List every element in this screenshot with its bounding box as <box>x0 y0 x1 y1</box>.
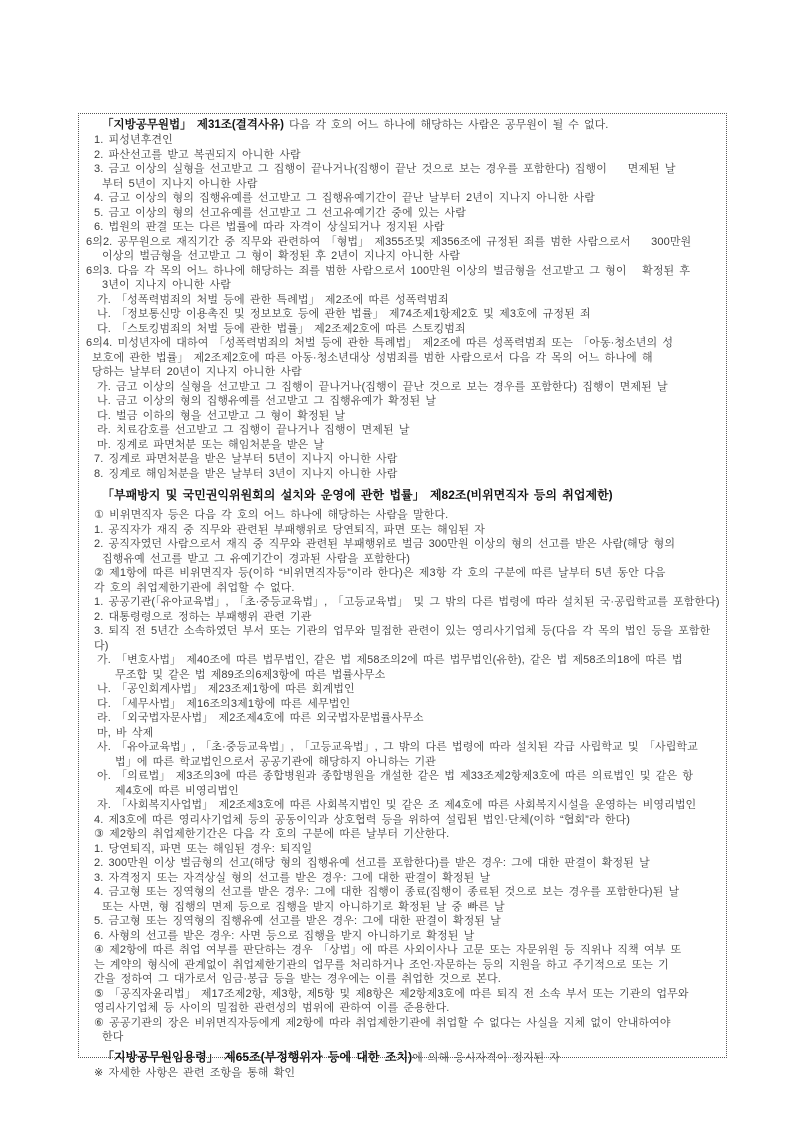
law-line: 6. 법원의 판결 또는 다른 법률에 따라 자격이 상실되거나 정지된 사람 <box>94 221 445 233</box>
law-line: 4. 제3호에 따른 영리사기업체 등의 공동이익과 상호협력 등을 위하여 설립된 법인·단체(이하 “협회”라 한다) <box>94 813 631 826</box>
law-line: ② 제1항에 따른 비위면직자 등(이하 “비위면직자등”이라 한다)은 제3항 각 호의 구분에 따른 날부터 5년 동안 다음 <box>94 567 666 579</box>
law-line: 4. 금고형 또는 징역형의 선고를 받은 경우: 그에 대한 집행이 종료(집행이 종료된 것으로 보는 경우를 포함한다)된 날 <box>94 886 680 898</box>
law-line: 마. 징계로 파면처분 또는 해임처분을 받은 날 <box>97 438 325 451</box>
section2-title-bold: 「부패방지 및 국민권익위원회의 설치와 운영에 관한 법률」 제82조(비위면직자 등의 취업제한) <box>102 488 613 502</box>
law-line: 집행유예 선고를 받고 그 유예기간이 경과된 사람을 포함한다) <box>102 552 411 565</box>
law-line: 3년이 지나지 아니한 사람 <box>102 279 231 291</box>
law-line: 다. 「스토킹범죄의 처벌 등에 관한 법률」 제2조제2호에 따른 스토킹범죄 <box>97 322 466 335</box>
law-line: 2. 파산선고를 받고 복권되지 아니한 사람 <box>94 148 301 161</box>
law-line: 다. 「세무사법」 제16조의3제1항에 따른 세무법인 <box>97 697 351 710</box>
law-line: 이상의 벌금형을 선고받고 그 형이 확정된 후 2년이 지나지 아니한 사람 <box>102 250 461 262</box>
law-line: ③ 제2항의 취업제한기간은 다음 각 호의 구분에 따른 날부터 기산한다. <box>94 828 450 840</box>
law-line: 1. 당연퇴직, 파면 또는 해임된 경우: 퇴직일 <box>94 842 313 855</box>
law-line: 한다 <box>102 1031 124 1043</box>
law-line: 3. 자격정지 또는 자격상실 형의 선고를 받은 경우: 그에 대한 판결이 확정된 날 <box>94 871 491 884</box>
law-line: 가. 금고 이상의 실형을 선고받고 그 집행이 끝나거나(집행이 끝난 것으로 보는 경우를 포함한다) 집행이 면제된 날 <box>97 380 668 393</box>
law-line: 가. 「변호사법」 제40조에 따른 법무법인, 같은 법 제58조의2에 따른 법무법인(유한), 같은 법 제58조의18에 따른 법 <box>97 654 683 666</box>
law-line: 6의4. 미성년자에 대하여 「성폭력범죄의 처벌 등에 관한 특례법」 제2조에 따른 성폭력범죄 또는 「아동·청소년의 성 <box>86 337 674 349</box>
law-line: 6의3. 다음 각 목의 어느 하나에 해당하는 죄를 범한 사람으로서 100만원 이상의 벌금형을 선고받고 그 형이 확정된 후 <box>86 264 691 277</box>
section1-title-bold: 「지방공무원법」 제31조(결격사유) <box>102 119 284 131</box>
law-line: 영리사기업체 등 사이의 밀접한 관련성의 범위에 관하여 이를 준용한다. <box>94 1002 450 1014</box>
law-line: 는 계약의 형식에 관계없이 취업제한기관의 업무를 처리하거나 조언·자문하는 등의 지원을 하고 주기적으로 또는 기 <box>94 958 669 971</box>
legal-notice-box <box>78 113 727 1079</box>
law-line: 간을 정하여 그 대가로서 임금·봉급 등을 받는 경우에는 이를 취업한 것으로 본다. <box>94 973 501 985</box>
law-line: 4. 금고 이상의 형의 집행유예를 선고받고 그 집행유예기간이 끝난 날부터 2년이 지나지 아니한 사람 <box>94 192 595 204</box>
law-line: 법」에 따른 학교법인으로서 공공기관에 해당하지 아니하는 기관 <box>115 755 436 768</box>
law-line: 부터 5년이 지나지 아니한 사람 <box>102 177 258 190</box>
law-line: ④ 제2항에 따른 취업 여부를 판단하는 경우 「상법」에 따른 사외이사나 고문 또는 자문위원 등 직위나 직책 여부 또 <box>94 944 682 956</box>
section2-title <box>81 487 724 505</box>
law-line: 가. 「성폭력범죄의 처벌 등에 관한 특례법」 제2조에 따른 성폭력범죄 <box>97 293 449 306</box>
section1-title-rest: 다음 각 호의 어느 하나에 해당하는 사람은 공무원이 될 수 없다. <box>283 119 609 131</box>
law-line: 라. 치료감호를 선고받고 그 집행이 끝나거나 집행이 면제된 날 <box>97 424 410 436</box>
section1-title <box>81 117 724 133</box>
law-line: 3. 금고 이상의 실형을 선고받고 그 집행이 끝나거나(집행이 끝난 것으로 보는 경우를 포함한다) 집행이 면제된 날 <box>94 163 676 175</box>
law-line: 5. 금고 이상의 형의 선고유예를 선고받고 그 선고유예기간 중에 있는 사람 <box>94 206 466 219</box>
law-line: 2. 300만원 이상 벌금형의 선고(해당 형의 집행유예 선고를 포함한다)를 받은 경우: 그에 대한 판결이 확정된 날 <box>94 857 650 869</box>
law-line: 라. 「외국법자문사법」 제2조제4호에 따른 외국법자문법률사무소 <box>97 712 424 724</box>
law-line: 무조합 및 같은 법 제89조의6제3항에 따른 법률사무소 <box>115 668 386 681</box>
law-line: 다. 벌금 이하의 형을 선고받고 그 형이 확정된 날 <box>97 409 346 422</box>
law-line: 2. 공직자였던 사람으로서 재직 중 직무와 관련된 부패행위로 벌금 300만원 이상의 형의 선고를 받은 사람(해당 형의 <box>94 538 676 550</box>
law-line: 사. 「유아교육법」, 「초·중등교육법」, 「고등교육법」, 그 밖의 다른 법령에 따라 설치된 각급 사립학교 및 「사립학교 <box>97 741 698 753</box>
law-line: 자. 「사회복지사업법」 제2조제3호에 따른 사회복지법인 및 같은 조 제4호에 따른 사회복지시설을 운영하는 비영리법인 <box>97 799 697 811</box>
law-line: 1. 공공기관(「유아교육법」, 「초·중등교육법」, 「고등교육법」 및 그 밖의 다른 법령에 따라 설치된 국·공립학교를 포함한다) <box>94 596 720 608</box>
section3-title <box>81 1049 724 1066</box>
law-line: 나. 「공인회계사법」 제23조제1항에 따른 회계법인 <box>97 683 355 695</box>
law-line: 5. 금고형 또는 징역형의 집행유예 선고를 받은 경우: 그에 대한 판결이 확정된 날 <box>94 915 501 927</box>
law-line: 3. 퇴직 전 5년간 소속하였던 부서 또는 기관의 업무와 밀접한 관련이 있는 영리사기업체 등(다음 각 목의 법인 등을 포함한다) <box>94 625 711 652</box>
law-line: ① 비위면직자 등은 다음 각 호의 어느 하나에 해당하는 사람을 말한다. <box>94 509 449 521</box>
law-line: 1. 피성년후견인 <box>94 134 173 146</box>
law-line: 아. 「의료법」 제3조의3에 따른 종합병원과 종합병원을 개설한 같은 법 제33조제2항제3호에 따른 의료법인 및 같은 항 <box>97 770 694 782</box>
law-line: ⑤ 「공직자윤리법」 제17조제2항, 제3항, 제5항 및 제8항은 제2항제3호에 따른 퇴직 전 소속 부서 또는 기관의 업무와 <box>94 987 689 1000</box>
law-line: 나. 「정보통신망 이용촉진 및 정보보호 등에 관한 법률」 제74조제1항제2호 및 제3호에 규정된 죄 <box>97 308 591 320</box>
law-line: 제4호에 따른 비영리법인 <box>115 784 239 797</box>
law-line: 보호에 관한 법률」 제2조제2호에 따른 아동·청소년대상 성범죄를 범한 사람으로서 다음 각 목의 어느 하나에 해 <box>92 351 653 364</box>
law-line: 6. 사형의 선고를 받은 경우: 사면 등으로 집행을 받지 아니하기로 확정된 날 <box>94 929 475 942</box>
law-footnote: ※ 자세한 사항은 관련 조항을 통해 확인 <box>94 1066 296 1079</box>
section3-title-bold: 「지방공무원임용령」 제65조(부정행위자 등에 대한 조치) <box>102 1049 413 1064</box>
law-line: 나. 금고 이상의 형의 집행유예를 선고받고 그 집행유예가 확정된 날 <box>97 395 437 407</box>
law-line: ⑥ 공공기관의 장은 비위면직자등에게 제2항에 따라 취업제한기관에 취업할 수 없다는 사실을 지체 없이 안내하여야 <box>94 1016 671 1029</box>
law-line: 마, 바 삭제 <box>97 726 154 739</box>
law-line: 6의2. 공무원으로 재직기간 중 직무와 관련하여 「형법」 제355조및 제356조에 규정된 죄를 범한 사람으로서 300만원 <box>86 235 692 248</box>
law-line: 7. 징계로 파면처분을 받은 날부터 5년이 지나지 아니한 사람 <box>94 453 398 465</box>
section3-title-rest: 에 의해 응시자격이 정지된 자 <box>412 1051 560 1064</box>
law-line: 1. 공직자가 재직 중 직무와 관련된 부패행위로 당연퇴직, 파면 또는 해임된 자 <box>94 523 486 536</box>
law-line: 당하는 날부터 20년이 지나지 아니한 사람 <box>92 366 302 378</box>
law-line: 8. 징계로 해임처분을 받은 날부터 3년이 지나지 아니한 사람 <box>94 467 398 480</box>
law-line: 2. 대통령령으로 정하는 부패행위 관련 기관 <box>94 610 312 623</box>
law-line: 또는 사면, 형 집행의 면제 등으로 집행을 받지 아니하기로 확정된 날 중 빠른 날 <box>102 900 505 913</box>
law-line: 각 호의 취업제한기관에 취업할 수 없다. <box>94 581 295 594</box>
